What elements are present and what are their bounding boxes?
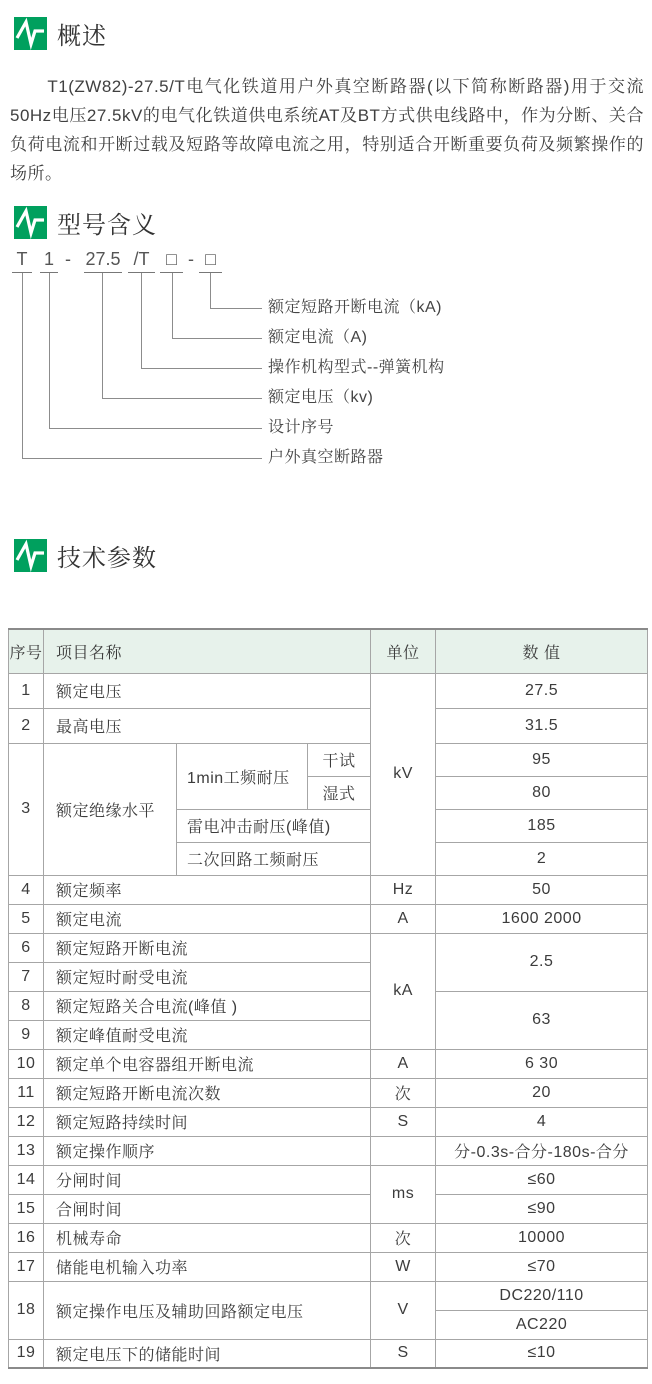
- row-no: 12: [9, 1107, 44, 1136]
- param-name: 额定操作电压及辅助回路额定电压: [44, 1281, 371, 1339]
- model-label-mechanism: 操作机构型式--弹簧机构: [268, 359, 445, 376]
- param-value: 50: [436, 875, 648, 904]
- param-name: 分闸时间: [44, 1165, 371, 1194]
- param-value: ≤70: [436, 1252, 648, 1281]
- param-subname: 湿式: [308, 776, 371, 809]
- row-no: 17: [9, 1252, 44, 1281]
- table-row: [9, 1339, 648, 1368]
- table-row: [9, 1136, 648, 1165]
- table-row: [9, 673, 648, 708]
- param-name: 最高电压: [44, 708, 371, 743]
- model-segment-box1: □: [160, 247, 183, 273]
- model-segment-box2: □: [199, 247, 222, 273]
- pulse-icon: [14, 539, 47, 572]
- param-value: ≤10: [436, 1339, 648, 1368]
- row-no: 3: [9, 743, 44, 875]
- table-row: [9, 1078, 648, 1107]
- header-no: 序号: [9, 629, 44, 673]
- table-row: [9, 933, 648, 962]
- row-no: 14: [9, 1165, 44, 1194]
- param-value: 2.5: [436, 933, 648, 991]
- row-no: 4: [9, 875, 44, 904]
- param-unit: S: [371, 1107, 436, 1136]
- header-unit: 单位: [371, 629, 436, 673]
- table-row: [9, 1165, 648, 1194]
- param-value: ≤90: [436, 1194, 648, 1223]
- param-name: 额定短时耐受电流: [44, 962, 371, 991]
- param-unit: ms: [371, 1165, 436, 1223]
- param-name: 额定频率: [44, 875, 371, 904]
- param-value: 分-0.3s-合分-180s-合分: [436, 1136, 648, 1165]
- header-value: 数 值: [436, 629, 648, 673]
- pulse-icon: [14, 17, 47, 50]
- model-label-breaking-current: 额定短路开断电流（kA): [268, 299, 443, 316]
- param-name: 额定操作顺序: [44, 1136, 371, 1165]
- row-no: 1: [9, 673, 44, 708]
- param-subname: 1min工频耐压: [177, 743, 308, 809]
- param-value: 6 30: [436, 1049, 648, 1078]
- param-unit: A: [371, 1049, 436, 1078]
- param-value: DC220/110: [436, 1281, 648, 1310]
- overview-paragraph: T1(ZW82)-27.5/T电气化铁道用户外真空断路器(以下简称断路器)用于交流50Hz电压27.5kV的电气化铁道供电系统AT及BT方式供电线路中，作为分断、关合负荷电流和开断过载及短路等故障电流之用，特别适合开断重要负荷及频繁操作的场所。: [10, 77, 644, 183]
- param-unit: kA: [371, 933, 436, 1049]
- row-no: 2: [9, 708, 44, 743]
- param-value: 10000: [436, 1223, 648, 1252]
- row-no: 10: [9, 1049, 44, 1078]
- params-section-header: [14, 538, 157, 573]
- param-value: 63: [436, 991, 648, 1049]
- table-row: [9, 1252, 648, 1281]
- row-no: 5: [9, 904, 44, 933]
- param-value: 4: [436, 1107, 648, 1136]
- model-segment-design: 1: [40, 247, 58, 273]
- table-row: [9, 1049, 648, 1078]
- param-name: 额定绝缘水平: [44, 743, 177, 875]
- model-segment-dash: -: [188, 249, 194, 269]
- param-value: 31.5: [436, 708, 648, 743]
- param-unit: V: [371, 1281, 436, 1339]
- row-no: 8: [9, 991, 44, 1020]
- table-row: [9, 1223, 648, 1252]
- param-subname: 二次回路工频耐压: [177, 842, 371, 875]
- table-row: [9, 991, 648, 1020]
- table-row: [9, 708, 648, 743]
- row-no: 19: [9, 1339, 44, 1368]
- param-name: 额定峰值耐受电流: [44, 1020, 371, 1049]
- param-name: 额定短路关合电流(峰值 ): [44, 991, 371, 1020]
- param-value: 80: [436, 776, 648, 809]
- param-name: 储能电机输入功率: [44, 1252, 371, 1281]
- model-label-rated-voltage: 额定电压（kv): [268, 389, 374, 406]
- table-row: [9, 1281, 648, 1310]
- overview-section-title: 概述: [57, 23, 107, 50]
- model-section-title: 型号含义: [57, 212, 157, 239]
- param-unit: A: [371, 904, 436, 933]
- param-unit: 次: [371, 1078, 436, 1107]
- param-unit: Hz: [371, 875, 436, 904]
- param-value: AC220: [436, 1310, 648, 1339]
- param-name: 额定短路持续时间: [44, 1107, 371, 1136]
- param-value: 27.5: [436, 673, 648, 708]
- param-name: 额定电压下的储能时间: [44, 1339, 371, 1368]
- param-unit: 次: [371, 1223, 436, 1252]
- row-no: 9: [9, 1020, 44, 1049]
- model-segment-mech: /T: [128, 247, 155, 273]
- param-name: 额定短路开断电流次数: [44, 1078, 371, 1107]
- header-name: 项目名称: [44, 629, 371, 673]
- model-segment-voltage: 27.5: [84, 247, 122, 273]
- param-unit: [371, 1136, 436, 1165]
- row-no: 18: [9, 1281, 44, 1339]
- param-name: 合闸时间: [44, 1194, 371, 1223]
- table-row: [9, 904, 648, 933]
- param-value: 20: [436, 1078, 648, 1107]
- overview-section-header: [14, 16, 107, 51]
- table-row: [9, 1194, 648, 1223]
- param-name: 额定电压: [44, 673, 371, 708]
- param-name: 额定单个电容器组开断电流: [44, 1049, 371, 1078]
- param-unit: W: [371, 1252, 436, 1281]
- model-section-header: [14, 205, 157, 240]
- row-no: 7: [9, 962, 44, 991]
- table-row: [9, 743, 648, 776]
- row-no: 11: [9, 1078, 44, 1107]
- row-no: 13: [9, 1136, 44, 1165]
- param-unit: S: [371, 1339, 436, 1368]
- param-value: 95: [436, 743, 648, 776]
- param-name: 额定短路开断电流: [44, 933, 371, 962]
- table-row: [9, 1107, 648, 1136]
- row-no: 16: [9, 1223, 44, 1252]
- param-value: 1600 2000: [436, 904, 648, 933]
- params-table: [8, 628, 648, 1369]
- model-label-outdoor-breaker: 户外真空断路器: [268, 449, 384, 466]
- table-row: [9, 875, 648, 904]
- pulse-icon: [14, 206, 47, 239]
- param-subname: 雷电冲击耐压(峰值): [177, 809, 371, 842]
- param-unit: kV: [371, 673, 436, 875]
- params-section-title: 技术参数: [57, 545, 157, 572]
- param-value: 185: [436, 809, 648, 842]
- table-header-row: [9, 629, 648, 673]
- row-no: 15: [9, 1194, 44, 1223]
- param-value: 2: [436, 842, 648, 875]
- param-subname: 干试: [308, 743, 371, 776]
- row-no: 6: [9, 933, 44, 962]
- param-name: 机械寿命: [44, 1223, 371, 1252]
- model-label-rated-current: 额定电流（A): [268, 329, 368, 346]
- model-segment-dash: -: [65, 249, 71, 269]
- param-name: 额定电流: [44, 904, 371, 933]
- model-diagram: [0, 245, 652, 490]
- model-label-design-serial: 设计序号: [268, 419, 335, 436]
- model-segment-type: T: [12, 247, 32, 273]
- param-value: ≤60: [436, 1165, 648, 1194]
